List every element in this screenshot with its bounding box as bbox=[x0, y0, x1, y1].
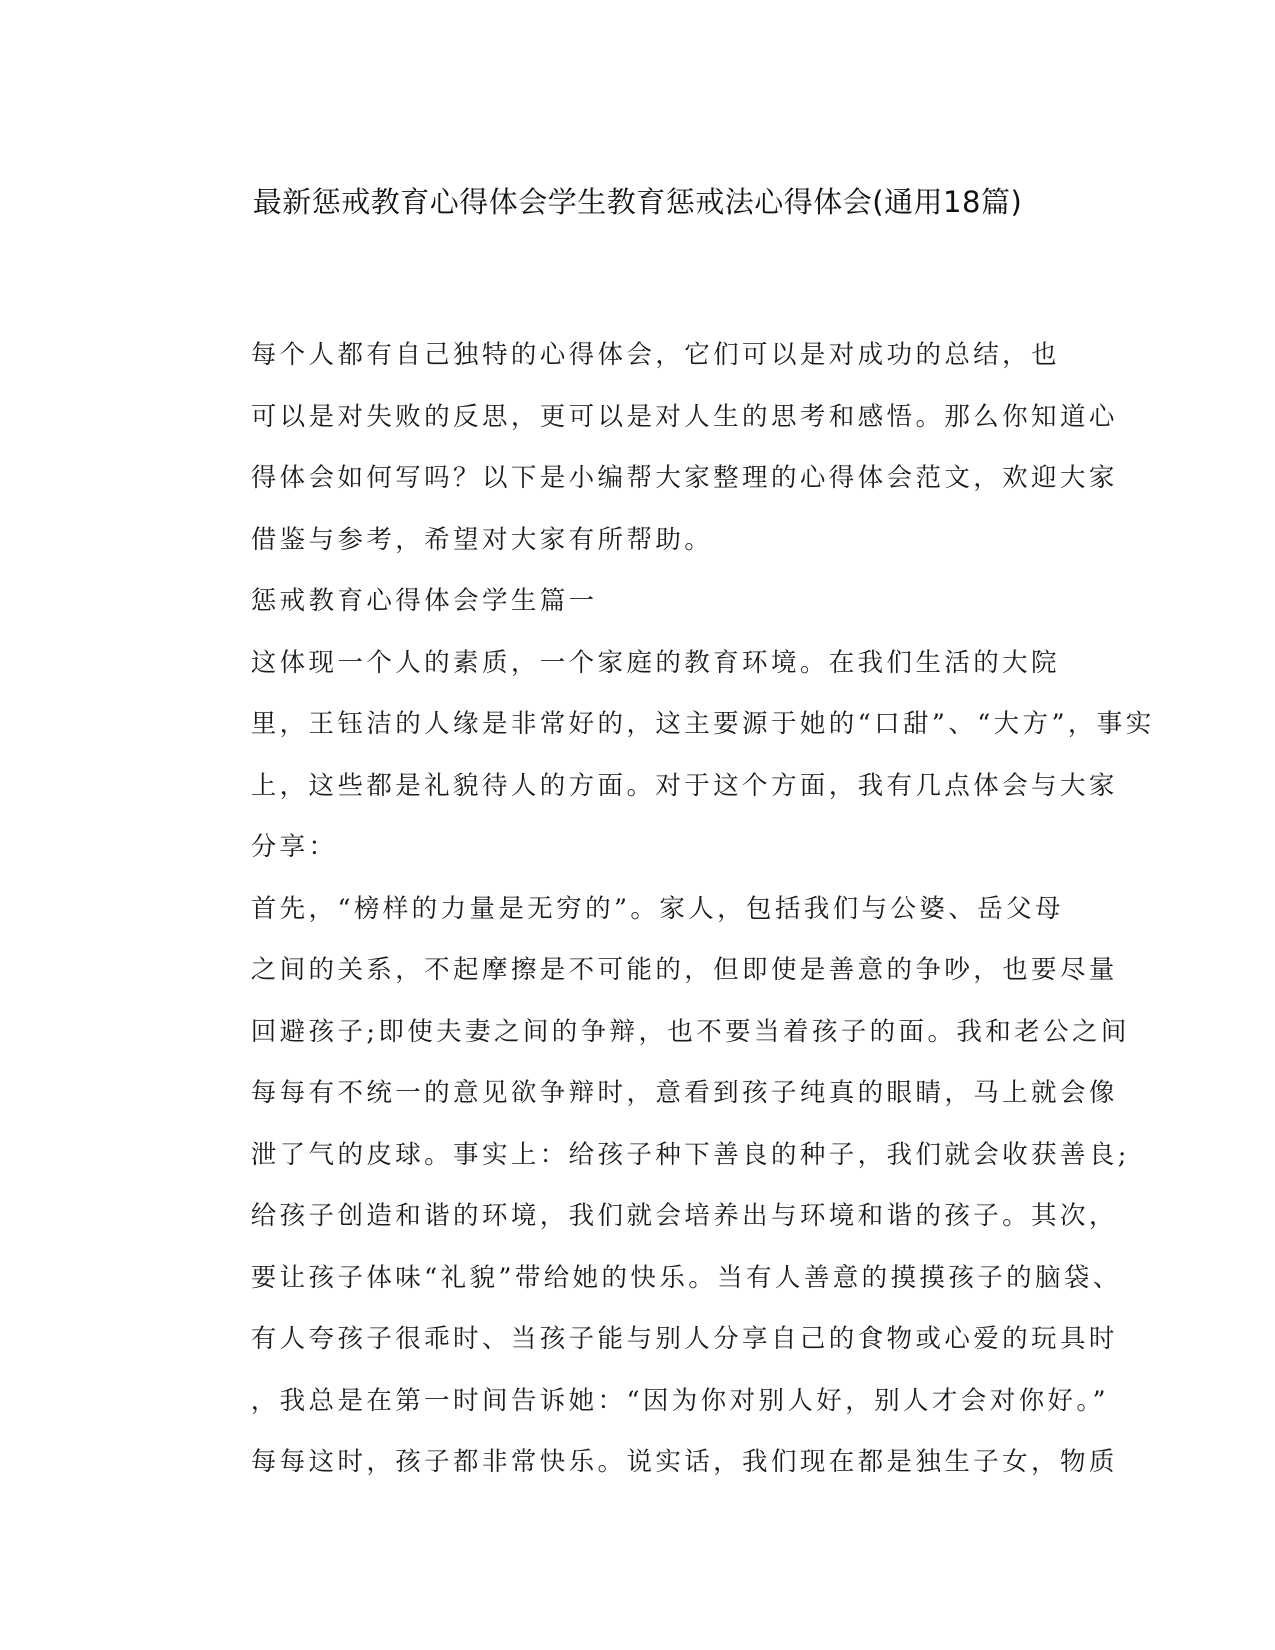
text-line: 可以是对失败的反思，更可以是对人生的思考和感悟。那么你知道心 bbox=[250, 401, 1118, 432]
text-line: 每个人都有自己独特的心得体会，它们可以是对成功的总结，也 bbox=[250, 340, 1060, 370]
text-line: 给孩子创造和谐的环境，我们就会培养出与环境和谐的孩子。其次， bbox=[250, 1201, 1118, 1231]
text-line: 每每这时，孩子都非常快乐。说实话，我们现在都是独生子女，物质 bbox=[250, 1447, 1118, 1477]
document-body bbox=[187, 325, 1155, 1494]
text-line: 每每有不统一的意见欲争辩时，意看到孩子纯真的眼睛，马上就会像 bbox=[250, 1078, 1118, 1108]
text-line: 之间的关系，不起摩擦是不可能的，但即使是善意的争吵，也要尽量 bbox=[250, 955, 1118, 985]
text-line: 这体现一个人的素质，一个家庭的教育环境。在我们生活的大院 bbox=[250, 647, 1060, 678]
text-line: 首先，“榜样的力量是无穷的”。家人，包括我们与公婆、岳父母 bbox=[250, 893, 1064, 924]
text-line: 得体会如何写吗？以下是小编帮大家整理的心得体会范文，欢迎大家 bbox=[250, 463, 1118, 493]
text-line: 上，这些都是礼貌待人的方面。对于这个方面，我有几点体会与大家 bbox=[250, 770, 1118, 801]
text-line: 回避孩子;即使夫妻之间的争辩，也不要当着孩子的面。我和老公之间 bbox=[250, 1016, 1130, 1047]
text-line: ，我总是在第一时间告诉她：“因为你对别人好，别人才会对你好。” bbox=[250, 1385, 1109, 1416]
paragraph-intro bbox=[187, 325, 1118, 571]
text-line: 分享： bbox=[250, 832, 338, 862]
paragraph-two bbox=[187, 879, 1130, 1494]
text-line: 惩戒教育心得体会学生篇一 bbox=[250, 586, 598, 616]
document-title: 最新惩戒教育心得体会学生教育惩戒法心得体会(通用18篇) bbox=[252, 185, 1023, 219]
text-line: 要让孩子体味“礼貌”带给她的快乐。当有人善意的摸摸孩子的脑袋、 bbox=[250, 1262, 1122, 1293]
section-heading bbox=[187, 571, 1077, 633]
text-line: 借鉴与参考，希望对大家有所帮助。 bbox=[250, 524, 714, 555]
text-line: 有人夸孩子很乖时、当孩子能与别人分享自己的食物或心爱的玩具时 bbox=[250, 1324, 1118, 1354]
text-line: 泄了气的皮球。事实上：给孩子种下善良的种子，我们就会收获善良; bbox=[250, 1139, 1130, 1170]
paragraph-one bbox=[187, 633, 1155, 879]
text-line: 里，王钰洁的人缘是非常好的，这主要源于她的“口甜”、“大方”，事实 bbox=[250, 709, 1155, 739]
